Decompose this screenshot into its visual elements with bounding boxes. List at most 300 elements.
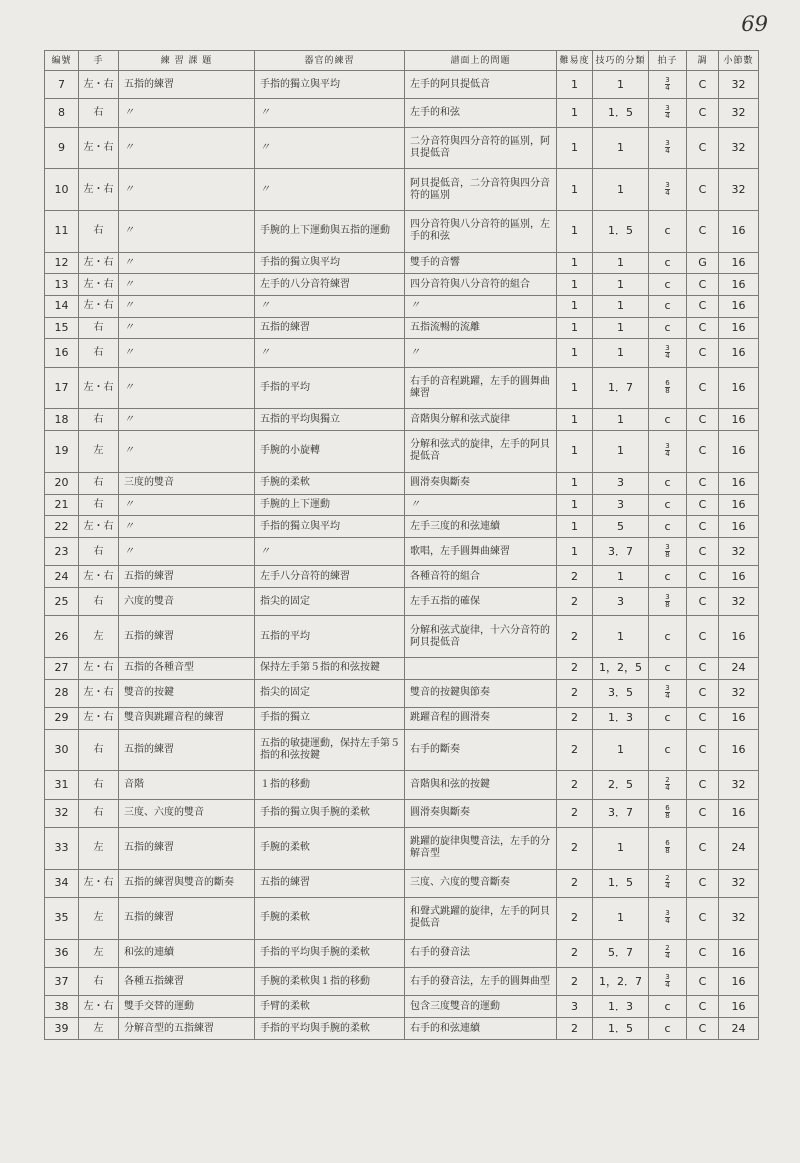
cell-hand: 左・右 (79, 657, 119, 679)
cell-bars: 16 (719, 274, 759, 296)
cell-difficulty: 1 (557, 71, 593, 99)
cell-time-signature: c (649, 707, 687, 729)
table-row (45, 472, 759, 494)
table-row (45, 679, 759, 707)
fraction: $\frac{3}{4}$ (665, 180, 670, 197)
cell-number: 33 (45, 827, 79, 869)
cell-difficulty: 1 (557, 431, 593, 473)
cell-topic: 〃 (119, 317, 255, 339)
cell-score-problem: 跳躍音程的圓滑奏 (405, 707, 557, 729)
cell-number: 10 (45, 169, 79, 211)
cell-number: 39 (45, 1018, 79, 1040)
cell-time-signature: c (649, 657, 687, 679)
table-row (45, 587, 759, 615)
cell-technique: 1．5 (593, 99, 649, 127)
header-organ-practice: 器官的練習 (255, 51, 405, 71)
fraction: $\frac{3}{8}$ (665, 542, 670, 559)
cell-topic: 五指的練習 (119, 897, 255, 939)
cell-organ-practice: 手指的獨立與平均 (255, 71, 405, 99)
cell-organ-practice: 〃 (255, 169, 405, 211)
cell-topic: 〃 (119, 169, 255, 211)
cell-number: 36 (45, 939, 79, 967)
cell-key: C (687, 939, 719, 967)
table-body (45, 71, 759, 1040)
header-score-problem: 譜面上的問題 (405, 51, 557, 71)
fraction: $\frac{3}{4}$ (665, 972, 670, 989)
cell-technique: 3．5 (593, 679, 649, 707)
cell-hand: 左 (79, 431, 119, 473)
cell-bars: 16 (719, 968, 759, 996)
cell-technique: 5．7 (593, 939, 649, 967)
cell-topic: 五指的練習 (119, 616, 255, 658)
cell-difficulty: 2 (557, 587, 593, 615)
cell-number: 9 (45, 127, 79, 169)
table-row (45, 211, 759, 253)
cell-time-signature: c (649, 729, 687, 771)
cell-number: 22 (45, 516, 79, 538)
cell-key: C (687, 707, 719, 729)
cell-time-signature (649, 537, 687, 565)
cell-organ-practice: 手指的獨立與平均 (255, 252, 405, 274)
cell-topic: 〃 (119, 339, 255, 367)
cell-difficulty: 1 (557, 169, 593, 211)
cell-score-problem: 音階與和弦的按鍵 (405, 771, 557, 799)
cell-key: C (687, 99, 719, 127)
cell-hand: 左・右 (79, 169, 119, 211)
cell-difficulty: 2 (557, 968, 593, 996)
table-row (45, 799, 759, 827)
cell-bars: 16 (719, 996, 759, 1018)
cell-bars: 16 (719, 939, 759, 967)
cell-number: 8 (45, 99, 79, 127)
header-key: 調 (687, 51, 719, 71)
cell-key: C (687, 339, 719, 367)
cell-bars: 16 (719, 566, 759, 588)
cell-organ-practice: 手臂的柔軟 (255, 996, 405, 1018)
cell-technique: 1 (593, 296, 649, 318)
cell-number: 21 (45, 494, 79, 516)
cell-technique: 1 (593, 431, 649, 473)
cell-time-signature (649, 99, 687, 127)
cell-score-problem: 三度、六度的雙音斷奏 (405, 869, 557, 897)
cell-topic: 六度的雙音 (119, 587, 255, 615)
cell-bars: 32 (719, 897, 759, 939)
cell-time-signature (649, 869, 687, 897)
cell-score-problem: 二分音符與四分音符的區別，阿貝提低音 (405, 127, 557, 169)
cell-bars: 24 (719, 827, 759, 869)
cell-number: 32 (45, 799, 79, 827)
cell-bars: 16 (719, 729, 759, 771)
cell-topic: 雙音與跳躍音程的練習 (119, 707, 255, 729)
cell-topic: 雙手交替的運動 (119, 996, 255, 1018)
cell-topic: 〃 (119, 99, 255, 127)
cell-organ-practice: 手腕的上下運動 (255, 494, 405, 516)
cell-score-problem: 右手的和弦連續 (405, 1018, 557, 1040)
cell-hand: 左・右 (79, 869, 119, 897)
cell-technique: 1 (593, 409, 649, 431)
cell-bars: 16 (719, 211, 759, 253)
cell-organ-practice: 五指的練習 (255, 317, 405, 339)
cell-technique: 3 (593, 472, 649, 494)
cell-technique: 1 (593, 729, 649, 771)
cell-key: C (687, 869, 719, 897)
header-bars: 小節數 (719, 51, 759, 71)
cell-topic: 音階 (119, 771, 255, 799)
cell-difficulty: 2 (557, 566, 593, 588)
header-number: 編號 (45, 51, 79, 71)
cell-key: C (687, 827, 719, 869)
cell-organ-practice: 指尖的固定 (255, 679, 405, 707)
cell-technique: 1 (593, 827, 649, 869)
table-row (45, 616, 759, 658)
cell-difficulty: 1 (557, 127, 593, 169)
cell-key: C (687, 367, 719, 409)
cell-number: 20 (45, 472, 79, 494)
cell-score-problem: 〃 (405, 296, 557, 318)
cell-number: 34 (45, 869, 79, 897)
cell-hand: 右 (79, 771, 119, 799)
cell-hand: 左 (79, 897, 119, 939)
cell-number: 12 (45, 252, 79, 274)
cell-technique: 1．3 (593, 996, 649, 1018)
cell-organ-practice: 手腕的小旋轉 (255, 431, 405, 473)
cell-hand: 左・右 (79, 127, 119, 169)
cell-score-problem: 包含三度雙音的運動 (405, 996, 557, 1018)
cell-time-signature: c (649, 566, 687, 588)
cell-time-signature: c (649, 317, 687, 339)
table-row (45, 296, 759, 318)
cell-number: 18 (45, 409, 79, 431)
cell-topic: 和弦的連續 (119, 939, 255, 967)
cell-number: 7 (45, 71, 79, 99)
cell-bars: 16 (719, 296, 759, 318)
cell-key: C (687, 897, 719, 939)
cell-hand: 右 (79, 494, 119, 516)
cell-organ-practice: 〃 (255, 339, 405, 367)
cell-hand: 左 (79, 1018, 119, 1040)
cell-organ-practice: 五指的練習 (255, 869, 405, 897)
cell-organ-practice: 〃 (255, 127, 405, 169)
cell-topic: 五指的練習 (119, 729, 255, 771)
cell-difficulty: 1 (557, 367, 593, 409)
cell-technique: 3．7 (593, 799, 649, 827)
cell-difficulty: 1 (557, 252, 593, 274)
cell-difficulty: 1 (557, 296, 593, 318)
cell-hand: 右 (79, 472, 119, 494)
cell-bars: 16 (719, 516, 759, 538)
table-row (45, 494, 759, 516)
cell-key: C (687, 409, 719, 431)
cell-number: 23 (45, 537, 79, 565)
table-row (45, 869, 759, 897)
page-number: 69 (741, 12, 768, 36)
cell-difficulty: 1 (557, 409, 593, 431)
cell-hand: 右 (79, 339, 119, 367)
cell-technique: 1，2，5 (593, 657, 649, 679)
cell-hand: 左・右 (79, 996, 119, 1018)
table-row (45, 827, 759, 869)
cell-difficulty: 2 (557, 897, 593, 939)
cell-technique: 1 (593, 339, 649, 367)
fraction: $\frac{3}{4}$ (665, 104, 670, 121)
cell-difficulty: 1 (557, 494, 593, 516)
cell-bars: 16 (719, 431, 759, 473)
cell-technique: 1 (593, 252, 649, 274)
cell-technique: 1．7 (593, 367, 649, 409)
cell-key: C (687, 996, 719, 1018)
cell-organ-practice: 〃 (255, 296, 405, 318)
cell-time-signature (649, 367, 687, 409)
cell-time-signature (649, 827, 687, 869)
cell-topic: 〃 (119, 296, 255, 318)
cell-bars: 16 (719, 317, 759, 339)
cell-time-signature (649, 968, 687, 996)
cell-score-problem: 圓滑奏與斷奏 (405, 799, 557, 827)
cell-topic: 分解音型的五指練習 (119, 1018, 255, 1040)
cell-organ-practice: 五指的敏捷運動，保持左手第５指的和弦按鍵 (255, 729, 405, 771)
cell-time-signature: c (649, 274, 687, 296)
cell-time-signature: c (649, 516, 687, 538)
cell-topic: 〃 (119, 127, 255, 169)
fraction: $\frac{3}{4}$ (665, 909, 670, 926)
cell-score-problem: 左手五指的確保 (405, 587, 557, 615)
table-row (45, 252, 759, 274)
cell-organ-practice: 左手八分音符的練習 (255, 566, 405, 588)
cell-score-problem: 分解和弦式的旋律，左手的阿貝提低音 (405, 431, 557, 473)
cell-key: C (687, 566, 719, 588)
cell-bars: 32 (719, 537, 759, 565)
cell-key: C (687, 169, 719, 211)
fraction: $\frac{2}{4}$ (665, 775, 670, 792)
cell-score-problem: 左手三度的和弦連續 (405, 516, 557, 538)
cell-number: 31 (45, 771, 79, 799)
cell-time-signature: c (649, 472, 687, 494)
cell-key: C (687, 729, 719, 771)
cell-topic: 三度的雙音 (119, 472, 255, 494)
fraction: $\frac{6}{8}$ (665, 839, 670, 856)
cell-score-problem: 右手的發音法，左手的圓舞曲型 (405, 968, 557, 996)
table-row (45, 516, 759, 538)
cell-hand: 左・右 (79, 367, 119, 409)
cell-hand: 左 (79, 939, 119, 967)
cell-number: 19 (45, 431, 79, 473)
cell-hand: 左・右 (79, 252, 119, 274)
cell-difficulty: 1 (557, 339, 593, 367)
cell-technique: 1．5 (593, 869, 649, 897)
cell-organ-practice: 五指的平均 (255, 616, 405, 658)
table-row (45, 339, 759, 367)
fraction: $\frac{6}{8}$ (665, 804, 670, 821)
cell-key: C (687, 1018, 719, 1040)
cell-organ-practice: 手腕的柔軟與１指的移動 (255, 968, 405, 996)
cell-key: C (687, 587, 719, 615)
cell-bars: 32 (719, 587, 759, 615)
cell-time-signature (649, 339, 687, 367)
table-row (45, 409, 759, 431)
cell-bars: 16 (719, 616, 759, 658)
cell-difficulty: 1 (557, 317, 593, 339)
cell-key: C (687, 317, 719, 339)
cell-organ-practice: 左手的八分音符練習 (255, 274, 405, 296)
cell-score-problem: 右手的斷奏 (405, 729, 557, 771)
cell-time-signature: c (649, 494, 687, 516)
cell-bars: 24 (719, 1018, 759, 1040)
cell-key: C (687, 296, 719, 318)
cell-organ-practice: 〃 (255, 537, 405, 565)
cell-time-signature (649, 71, 687, 99)
cell-time-signature (649, 799, 687, 827)
cell-number: 29 (45, 707, 79, 729)
cell-score-problem: 右手的音程跳躍，左手的圓舞曲練習 (405, 367, 557, 409)
cell-organ-practice: 指尖的固定 (255, 587, 405, 615)
cell-bars: 24 (719, 657, 759, 679)
fraction: $\frac{2}{4}$ (665, 874, 670, 891)
cell-key: C (687, 431, 719, 473)
table-row (45, 707, 759, 729)
cell-score-problem: 左手的和弦 (405, 99, 557, 127)
table-row (45, 968, 759, 996)
cell-difficulty: 2 (557, 869, 593, 897)
cell-score-problem (405, 657, 557, 679)
cell-hand: 左・右 (79, 71, 119, 99)
cell-topic: 五指的練習 (119, 827, 255, 869)
cell-key: C (687, 679, 719, 707)
cell-key: C (687, 274, 719, 296)
table-row (45, 537, 759, 565)
cell-organ-practice: 手指的獨立與手腕的柔軟 (255, 799, 405, 827)
cell-organ-practice: 手指的獨立與平均 (255, 516, 405, 538)
cell-time-signature (649, 431, 687, 473)
cell-hand: 左 (79, 616, 119, 658)
cell-bars: 16 (719, 799, 759, 827)
cell-hand: 左・右 (79, 274, 119, 296)
cell-time-signature: c (649, 296, 687, 318)
cell-number: 16 (45, 339, 79, 367)
cell-organ-practice: 手指的平均 (255, 367, 405, 409)
header-time-signature: 拍子 (649, 51, 687, 71)
cell-key: C (687, 127, 719, 169)
cell-topic: 五指的練習與雙音的斷奏 (119, 869, 255, 897)
table-row (45, 71, 759, 99)
header-topic: 練 習 課 題 (119, 51, 255, 71)
cell-difficulty: 3 (557, 996, 593, 1018)
table-row (45, 169, 759, 211)
cell-technique: 1 (593, 566, 649, 588)
cell-organ-practice: 手指的獨立 (255, 707, 405, 729)
cell-score-problem: 和聲式跳躍的旋律，左手的阿貝提低音 (405, 897, 557, 939)
cell-score-problem: 四分音符與八分音符的組合 (405, 274, 557, 296)
cell-number: 25 (45, 587, 79, 615)
cell-organ-practice: 〃 (255, 99, 405, 127)
cell-number: 35 (45, 897, 79, 939)
cell-number: 30 (45, 729, 79, 771)
cell-time-signature (649, 587, 687, 615)
cell-technique: 5 (593, 516, 649, 538)
cell-bars: 16 (719, 472, 759, 494)
table-row (45, 897, 759, 939)
cell-hand: 右 (79, 211, 119, 253)
cell-hand: 左・右 (79, 566, 119, 588)
cell-key: C (687, 616, 719, 658)
cell-hand: 左・右 (79, 516, 119, 538)
cell-score-problem: 音階與分解和弦式旋律 (405, 409, 557, 431)
cell-key: C (687, 537, 719, 565)
cell-topic: 〃 (119, 516, 255, 538)
cell-score-problem: 圓滑奏與斷奏 (405, 472, 557, 494)
cell-key: C (687, 472, 719, 494)
table-row (45, 657, 759, 679)
cell-hand: 右 (79, 317, 119, 339)
cell-topic: 五指的各種音型 (119, 657, 255, 679)
cell-time-signature (649, 897, 687, 939)
cell-score-problem: 阿貝提低音，二分音符與四分音符的區別 (405, 169, 557, 211)
cell-time-signature (649, 771, 687, 799)
cell-time-signature (649, 679, 687, 707)
cell-time-signature (649, 127, 687, 169)
cell-topic: 〃 (119, 494, 255, 516)
cell-topic: 五指的練習 (119, 71, 255, 99)
cell-bars: 32 (719, 771, 759, 799)
cell-bars: 16 (719, 494, 759, 516)
cell-number: 28 (45, 679, 79, 707)
cell-organ-practice: 手腕的柔軟 (255, 897, 405, 939)
cell-topic: 〃 (119, 274, 255, 296)
header-difficulty: 難易度 (557, 51, 593, 71)
table-row (45, 939, 759, 967)
header-hand: 手 (79, 51, 119, 71)
cell-score-problem: 跳躍的旋律與雙音法，左手的分解音型 (405, 827, 557, 869)
cell-time-signature: c (649, 409, 687, 431)
cell-score-problem: 雙音的按鍵與節奏 (405, 679, 557, 707)
cell-score-problem: 右手的發音法 (405, 939, 557, 967)
cell-topic: 雙音的按鍵 (119, 679, 255, 707)
cell-key: C (687, 211, 719, 253)
cell-hand: 右 (79, 409, 119, 431)
cell-technique: 1 (593, 897, 649, 939)
cell-number: 11 (45, 211, 79, 253)
cell-number: 38 (45, 996, 79, 1018)
cell-key: G (687, 252, 719, 274)
cell-key: C (687, 516, 719, 538)
cell-hand: 左・右 (79, 679, 119, 707)
cell-difficulty: 1 (557, 472, 593, 494)
cell-time-signature (649, 939, 687, 967)
cell-time-signature: c (649, 996, 687, 1018)
cell-score-problem: 歌唱，左手圓舞曲練習 (405, 537, 557, 565)
table-row (45, 566, 759, 588)
cell-score-problem: 雙手的音響 (405, 252, 557, 274)
cell-hand: 右 (79, 799, 119, 827)
fraction: $\frac{3}{8}$ (665, 592, 670, 609)
cell-organ-practice: 手指的平均與手腕的柔軟 (255, 1018, 405, 1040)
cell-organ-practice: 五指的平均與獨立 (255, 409, 405, 431)
cell-organ-practice: 手腕的上下運動與五指的運動 (255, 211, 405, 253)
cell-topic: 〃 (119, 431, 255, 473)
cell-key: C (687, 494, 719, 516)
cell-difficulty: 2 (557, 939, 593, 967)
cell-difficulty: 2 (557, 1018, 593, 1040)
cell-score-problem: 五指流暢的流離 (405, 317, 557, 339)
table-row (45, 317, 759, 339)
cell-organ-practice: １指的移動 (255, 771, 405, 799)
cell-difficulty: 1 (557, 274, 593, 296)
cell-bars: 32 (719, 169, 759, 211)
cell-score-problem: 〃 (405, 339, 557, 367)
cell-hand: 右 (79, 99, 119, 127)
cell-technique: 1 (593, 274, 649, 296)
cell-topic: 〃 (119, 409, 255, 431)
cell-key: C (687, 771, 719, 799)
